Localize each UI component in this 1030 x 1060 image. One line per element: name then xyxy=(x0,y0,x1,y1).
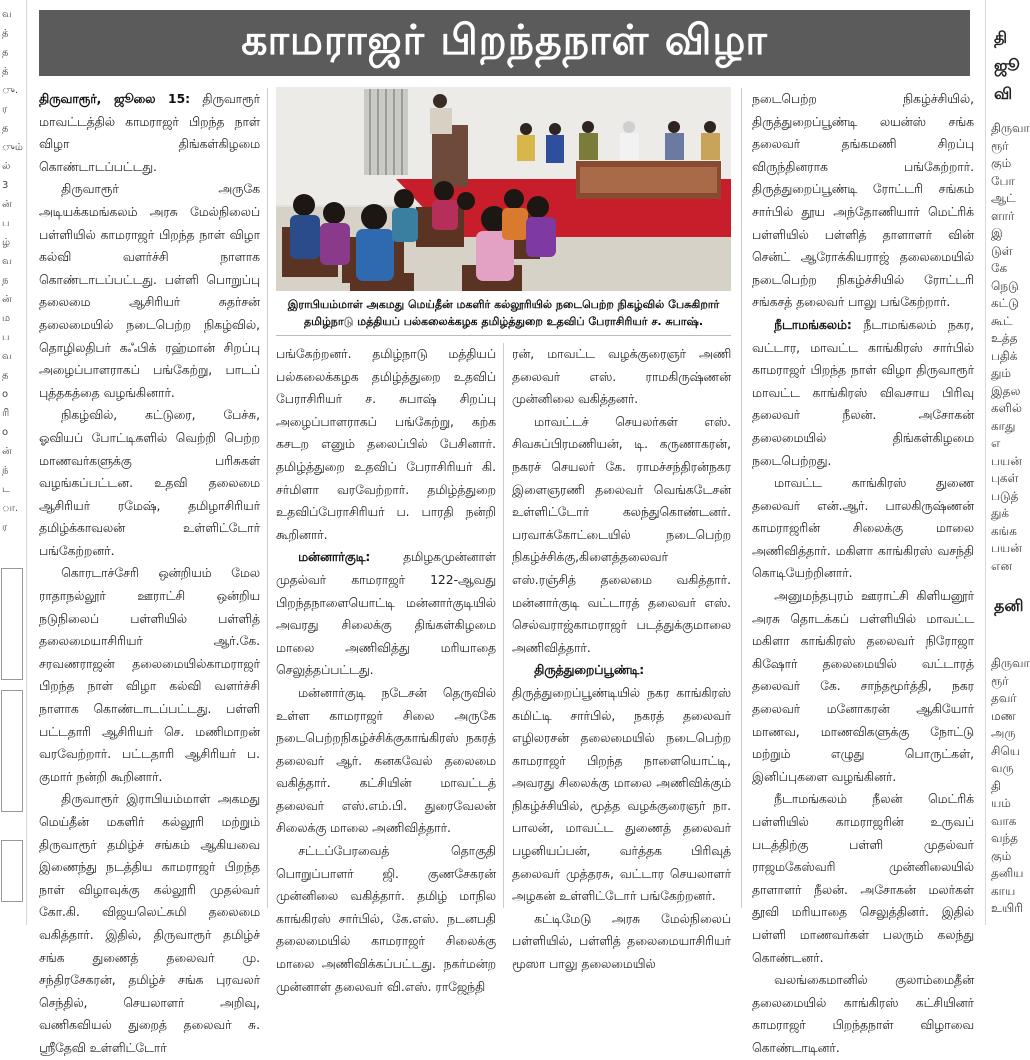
article-paragraph xyxy=(752,585,974,788)
neighbor-text-fragment: படுத் xyxy=(991,488,1019,503)
neighbor-text-fragment: ன் xyxy=(2,294,12,305)
neighbor-text-fragment: புகள் xyxy=(991,471,1019,485)
headline-banner xyxy=(39,10,970,76)
column-divider xyxy=(267,88,268,908)
neighbor-text-fragment: த் xyxy=(2,28,9,39)
neighbor-text-fragment: கங்க xyxy=(991,523,1017,538)
neighbor-text-fragment: அரு xyxy=(991,726,1016,740)
article-paragraph xyxy=(39,788,260,1059)
dateline: திருத்துறைப்பூண்டி: xyxy=(534,663,645,678)
neighbor-text-fragment: பயன் xyxy=(991,453,1022,468)
paragraph-text: நடைபெற்ற நிகழ்ச்சியில், திருத்துறைப்பூண்டி லயன்ஸ் சங்க தலைவர் தங்கமணி சிறப்பு விருந்தினராக பங்கேற்றார். திருத்துறைப்பூண்டி ரோட்டரி சங்கம் சார்பில் தூய அந்தோணியார் மெட்ரிக் பள்ளியில் பள்ளித் தாளாளர் வின் சென்ட் ஆரோக்கியராஜ் தலைமையில் நடைபெற்ற நிகழ்ச்சியில் ரோட்டரி சங்கசத் தலைவர் பாலு பங்கேற்றார். xyxy=(752,92,974,310)
neighbor-text-fragment: வ xyxy=(2,9,12,20)
neighbor-text-fragment: தவர் xyxy=(991,691,1017,705)
article-paragraph xyxy=(512,411,731,660)
neighbor-text-fragment: காய xyxy=(991,883,1016,898)
paragraph-text: தமிழகமுன்னாள் முதல்வர் காமராஜர் 122-ஆவது பிறந்தநாளையொட்டி மன்னார்குடியில் அவரது சிலைக்கு திங்கள்கிழமை மாலை அணிவித்து மரியாதை செலுத்தப்பட்டது. xyxy=(276,550,496,678)
neighbor-text-fragment: ப xyxy=(2,218,10,229)
neighbor-box xyxy=(1,568,23,680)
neighbor-text-fragment: ப xyxy=(2,332,10,343)
article-paragraph xyxy=(39,404,260,562)
neighbor-text-fragment: சியெ xyxy=(991,743,1021,758)
paragraph-text: ரன், மாவட்ட வழக்குரைஞர் அணி தலைவர் எஸ். ராமகிருஷ்ணன் முன்னிலை வகித்தனர். xyxy=(512,347,731,407)
paragraph-text: மாவட்ட காங்கிரஸ் துணை தலைவர் என்.ஆர். பாலகிருஷ்ணன் காமராஜரின் சிலைக்கு மாலை அணிவித்தார். மகிளா காங்கிரஸ் வசந்தி கொடியேற்றினார். xyxy=(752,476,974,581)
neighbor-subheadline: தனி xyxy=(994,596,1024,615)
neighbor-text-fragment: ன் xyxy=(2,199,12,210)
neighbor-text-fragment: தும் xyxy=(991,366,1012,380)
article-paragraph xyxy=(752,88,974,314)
neighbor-text-fragment: காது xyxy=(991,418,1016,433)
article-column-3 xyxy=(512,343,731,972)
dateline: மன்னார்குடி: xyxy=(298,550,371,565)
neighbor-text-fragment: o xyxy=(2,427,9,438)
headline: காமராஜர் பிறந்தநாள் விழா xyxy=(241,16,768,64)
neighbor-text-fragment: என xyxy=(991,558,1012,573)
article-paragraph xyxy=(276,343,496,546)
article-column-1 xyxy=(39,88,260,1055)
article-paragraph xyxy=(276,840,496,998)
column-divider xyxy=(741,88,742,908)
neighbor-text-fragment: பதிக் xyxy=(991,348,1018,363)
neighbor-text-fragment: த xyxy=(2,47,9,58)
neighbor-text-fragment: நெடு xyxy=(991,278,1019,293)
neighbor-text-fragment: வரு xyxy=(991,761,1014,775)
paragraph-text: திருவாரூர் இராபியம்மாள் அகமது மெய்தீன் மகளிர் கல்லூரி மற்றும் திருவாரூர் தமிழ்ச் சங்கம் ஆகியவை இணைந்து நடத்திய காமராஜர் பிறந்த நாள் விழாவுக்கு கல்லூரி முதல்வர் கோ.கி. விஜயலெட்சுமி தலைமை வகித்தார். இதில், திருவாரூர் தமிழ்ச் சங்க துணைத் தலைவர் மு. சந்திரசேகரன், தமிழ்ச் சங்க புரவலர் செந்தில், செயலாளர் அறிவு, வணிகவியல் துறைத் தலைவர் சு. ஸ்ரீதேவி உள்ளிட்டோர் xyxy=(39,792,260,1055)
photo-caption: இராபியம்மாள் அகமது மெய்தீன் மகளிர் கல்லூரியில் நடைபெற்ற நிகழ்வில் பேசுகிறார் தமிழ்நாடு மத்தியப் பல்கலைக்கழக தமிழ்த்துறை உதவிப் பேராசிரியர் ச. சுபாஷ். xyxy=(287,298,720,328)
neighbor-text-fragment: 3 xyxy=(2,180,9,191)
neighbor-text-fragment: கும் xyxy=(991,156,1012,170)
neighbor-text-fragment: உத்த xyxy=(991,331,1018,345)
paragraph-text: நீடாமங்கலம் நீலன் மெட்ரிக் பள்ளியில் காமராஜரின் உருவப் படத்திற்கு பள்ளி முதல்வர் ராஜமகேஸ்வரி முன்னிலையில் தாளாளர் நீலன். அசோகன் மலர்கள் தூவி மரியாதை செலுத்தினர். இதில் பள்ளி மாணவர்கள் பலரும் கலந்து கொண்டனர். xyxy=(752,792,974,965)
neighbor-headline: வி xyxy=(994,84,1013,103)
neighbor-text-fragment: உயிரி xyxy=(991,901,1023,915)
dateline: நீடாமங்கலம்: xyxy=(774,317,852,332)
neighbor-text-fragment: ு. xyxy=(2,85,19,96)
neighbor-text-fragment: ல் xyxy=(2,161,11,172)
neighbor-text-fragment: யம் xyxy=(991,796,1011,810)
paragraph-text: சட்டப்பேரவைத் தொகுதி பொறுப்பாளர் ஜி. குணசேகரன் முன்னிலை வகித்தார். தமிழ் மாநில காங்கிரஸ் சார்பில், கே.எஸ். நடனபதி தலைமையில் காமராஜர் சிலைக்கு மாலை அணிவிக்கப்பட்டது. நகர்மன்ற முன்னாள் தலைவர் வி.எஸ். ராஜேந்தி xyxy=(276,844,496,994)
neighbor-text-fragment: இதல xyxy=(991,383,1021,398)
paragraph-text: வலங்கைமானில் குலாம்மைதீன் தலைமையில் காங்கிரஸ் கட்சியினர் காமராஜர் பிறந்தநாள் விழாவை கொண்டாடினர். xyxy=(752,973,974,1055)
neighbor-text-fragment: த xyxy=(2,370,9,381)
article-paragraph xyxy=(512,908,731,976)
neighbor-text-fragment: ா. xyxy=(2,503,19,514)
article-paragraph xyxy=(39,562,260,788)
paragraph-text: திருத்துறைப்பூண்டியில் நகர காங்கிரஸ் கமிட்டி சார்பில், நகரத் தலைவர் எழிலரசன் தலைமையில் நடைபெற்ற காமராஜர் பிறந்த நாளையொட்டி, அவரது சிலைக்கு மாலை அணிவிக்கும் நிகழ்ச்சியில், மூத்த வழக்குரைஞர் நா. பாலன், மாவட்ட துணைத் தலைவர் பழனியப்பன், வர்த்தக பிரிவுத் தலைவர் முத்தரசு, வட்டார செயலாளர் அழகன் உள்ளிட்டோர் பங்கேற்றனர். xyxy=(512,685,731,904)
paragraph-text: மாவட்டச் செயலர்கள் எஸ். சிவசுப்பிரமணியன், டி. கருணாகரன், நகரச் செயலர் கே. ராமச்சந்திரன்நகர இளைஞரணி தலைவர் வெங்கடேசன் உள்ளிட்டோர் கலந்துகொண்டனர். பரவாக்கோட்டையில் நடைபெற்ற நிகழ்ச்சிக்கு,கிளைத்தலைவர் எஸ்.ரஞ்சித் தலைமை வகித்தார். மன்னார்குடி வட்டாரத் தலைவர் எஸ். செல்வராஜ்காமராஜர் படத்துக்குமாலை அணிவித்தார். xyxy=(512,414,731,655)
neighbor-article-left xyxy=(0,0,27,925)
article-paragraph xyxy=(512,659,731,908)
neighbor-text-fragment: ம xyxy=(2,313,11,324)
neighbor-text-fragment: மண xyxy=(991,708,1016,723)
paragraph-text: நிகழ்வில், கட்டுரை, பேச்சு, ஓவியப் போட்டிகளில் வெற்றி பெற்ற மாணவர்களுக்கு பரிசுகள் வழங்கப்பட்டன. உதவி தலைமை ஆசிரியர் ரமேஷ், தமிழாசிரியர் தமிழ்க்காவலன் உள்ளிட்டோர் பங்கேற்றனர். xyxy=(39,408,260,558)
neighbor-text-fragment: o xyxy=(2,389,9,400)
neighbor-text-fragment: துக் xyxy=(991,506,1010,520)
paragraph-text: அனுமந்தபுரம் ஊராட்சி கிளியனூர் அரசு தொடக்கப் பள்ளியில் மாவட்ட மகிளா காங்கிரஸ் தலைவர் நிரோஜா கிஷோர் தலைமையில் வட்டாரத் தலைவர் கே. சாந்தமூர்த்தி, நகர தலைவர் மனோகரன் ஆகியோர் மாணவ, மாணவிகளுக்கு நோட்டு மற்றும் எழுது பொருட்கள், இனிப்புகளை வழங்கினர். xyxy=(752,589,974,784)
neighbor-text-fragment: ஆட் xyxy=(991,191,1016,205)
article-paragraph xyxy=(39,88,260,178)
article-paragraph xyxy=(276,546,496,682)
neighbor-text-fragment: ர xyxy=(2,522,8,533)
neighbor-text-fragment: தனிய xyxy=(991,866,1024,880)
article-column-2 xyxy=(276,343,496,994)
article-paragraph xyxy=(39,178,260,404)
article-paragraph xyxy=(752,969,974,1059)
dateline: திருவாரூர், ஜூலை 15: xyxy=(39,92,191,106)
neighbor-text-fragment: திருவா xyxy=(991,656,1030,670)
neighbor-text-fragment: ும் xyxy=(2,142,23,153)
neighbor-text-fragment: ரூர் xyxy=(991,673,1009,688)
neighbor-box xyxy=(1,840,23,902)
neighbor-article-right xyxy=(985,0,1030,925)
neighbor-text-fragment: வாக xyxy=(991,813,1017,828)
article-paragraph xyxy=(752,788,974,969)
article-column-4 xyxy=(752,88,974,1055)
neighbor-text-fragment: தி xyxy=(991,778,1001,793)
paragraph-text: பங்கேற்றனர். தமிழ்நாடு மத்தியப் பல்கலைக்கழக தமிழ்த்துறை உதவிப் பேராசிரியர் ச. சுபாஷ் சிறப்பு அழைப்பாளராகப் பங்கேற்று, கற்க கசடற எனும் தலைப்பில் பேசினார். தமிழ்த்துறை உதவிப் பேராசிரியர் கி. சர்மிளா வரவேற்றார். தமிழ்த்துறை உதவிப்பேராசிரியர் ப. பாரதி நன்றி கூறினார். xyxy=(276,347,496,542)
neighbor-text-fragment: வ xyxy=(2,351,12,362)
neighbor-text-fragment: கட்டு xyxy=(991,296,1019,310)
neighbor-text-fragment: த xyxy=(2,123,9,134)
paragraph-text: நீடாமங்கலம் நகர, வட்டார, மாவட்ட காங்கிரஸ் சார்பில் காமராஜர் பிறந்த நாள் விழா திருவாரூர் மாவட்ட காங்கிரஸ் விவசாய பிரிவு தலைவர் நீலன். அசோகன் தலைமையில் திங்கள்கிழமை நடைபெற்றது. xyxy=(752,317,974,468)
column-divider xyxy=(503,343,504,908)
neighbor-text-fragment: பயன் xyxy=(991,541,1022,555)
neighbor-text-fragment: கே xyxy=(991,261,1008,275)
article-paragraph xyxy=(752,472,974,585)
neighbor-text-fragment: எ xyxy=(991,436,1001,450)
neighbor-headline: ஜூ xyxy=(994,56,1020,75)
article-paragraph xyxy=(512,343,731,411)
neighbor-text-fragment: ழ் xyxy=(2,237,11,248)
neighbor-text-fragment: கூட் xyxy=(991,313,1013,328)
neighbor-text-fragment: டுள் xyxy=(991,243,1013,258)
neighbor-text-fragment: ரி xyxy=(2,408,10,419)
paragraph-text: திருவாரூர் மாவட்டத்தில் காமராஜர் பிறந்த நாள் விழா திங்கள்கிழமை கொண்டாடப்பட்டது. xyxy=(39,92,260,174)
article-paragraph xyxy=(752,314,974,472)
paragraph-text: மன்னார்குடி நடேசன் தெருவில் உள்ள காமராஜர் சிலை அருகே நடைபெற்றநிகழ்ச்சிக்குகாங்கிரஸ் நகரத் தலைவர் ஆர். கனகவேல் தலைமை வகித்தார். கட்சியின் மாவட்டத் தலைவர் எஸ்.எம்.பி. துரைவேலன் சிலைக்கு மாலை அணிவித்தார். xyxy=(276,685,496,836)
neighbor-text-fragment: கும் xyxy=(991,848,1012,863)
paragraph-text: கட்டிமேடு அரசு மேல்நிலைப் பள்ளியில், பள்ளித் தலைமையாசிரியர் மூஸா பாலு தலைமையில் xyxy=(512,911,731,972)
neighbor-text-fragment: ந xyxy=(2,275,9,286)
neighbor-text-fragment: திருவா xyxy=(991,121,1030,135)
neighbor-text-fragment: த் xyxy=(2,66,9,77)
paragraph-text: திருவாரூர் அருகே அடியக்கமங்கலம் அரசு மேல்நிலைப் பள்ளியில் காமராஜர் பிறந்த நாள் விழா கல்வி வளர்ச்சி நாளாக கொண்டாடப்பட்டது. பள்ளி பொறுப்பு தலைமை ஆசிரியர் சுதர்சன் தலைமையில் நடைபெற்ற நிகழ்வில், தொழிலதிபர் கஃபிக் ரஹ்மான் சிறப்பு அழைப்பாளராகப் பங்கேற்று, பாடப் புத்தகத்தை வழங்கினார். xyxy=(39,182,260,400)
event-photo xyxy=(276,87,731,291)
article-paragraph xyxy=(276,682,496,840)
neighbor-text-fragment: வந்த xyxy=(991,831,1018,845)
paragraph-text: கொரடாச்சேரி ஒன்றியம் மேல ராதாநல்லூர் ஊராட்சி ஒன்றிய நடுநிலைப் பள்ளியில் பள்ளித் தலைமையாசிரியர் ஆர்.கே. சரவணராஜன் தலைமையில்காமராஜர் பிறந்த நாள் விழா கல்வி வளர்ச்சி நாளாக கொண்டாடப்பட்டது. பள்ளி பட்டதாரி ஆசிரியர் செ. மணிமாறன் வரவேற்றார். பட்டதாரி ஆசிரியர் ப. குமார் நன்றி கூறினார். xyxy=(39,566,260,784)
neighbor-text-fragment: இ xyxy=(991,226,1003,240)
neighbor-text-fragment: ரூர் xyxy=(991,138,1009,153)
neighbor-text-fragment: ளார் xyxy=(991,208,1015,223)
neighbor-text-fragment: களில் xyxy=(991,401,1022,415)
neighbor-text-fragment: ந் xyxy=(2,465,9,476)
neighbor-text-fragment: ர xyxy=(2,104,8,115)
neighbor-box xyxy=(1,690,23,812)
neighbor-text-fragment: ன் xyxy=(2,446,12,457)
neighbor-headline: தி xyxy=(994,28,1008,47)
caption-rule xyxy=(276,335,731,336)
photo-illustration xyxy=(276,87,731,291)
neighbor-text-fragment: போ xyxy=(991,173,1015,188)
neighbor-text-fragment: வ xyxy=(2,256,12,267)
neighbor-text-fragment: ட xyxy=(2,484,10,495)
